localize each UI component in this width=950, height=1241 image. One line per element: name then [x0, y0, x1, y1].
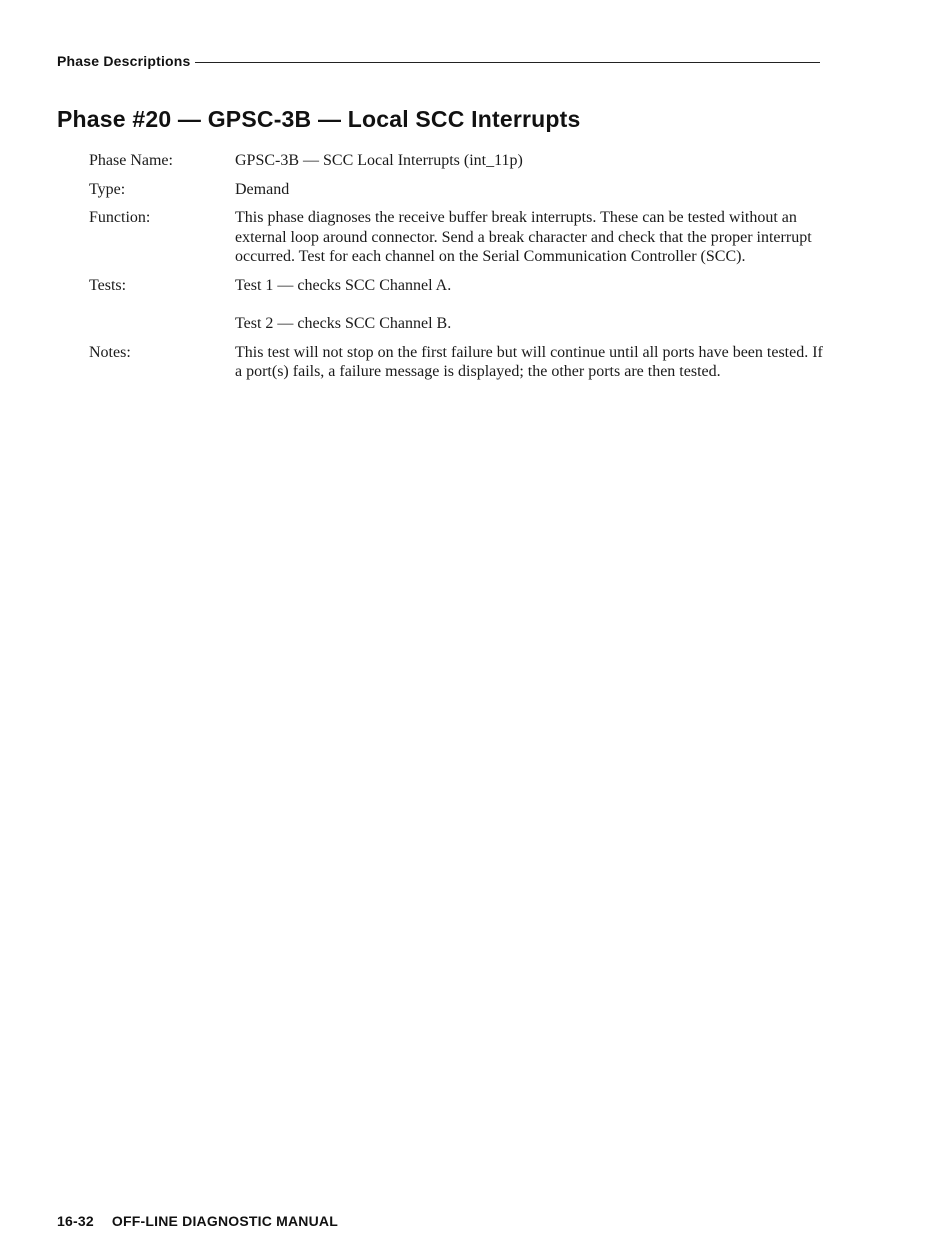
- notes-row: [89, 343, 824, 382]
- tests-list: [235, 276, 824, 334]
- page-title: Phase #20 — GPSC-3B — Local SCC Interrupts: [57, 106, 581, 132]
- function-row: [89, 208, 824, 267]
- page-footer: [57, 1213, 338, 1229]
- phase-name-value: GPSC-3B — SCC Local Interrupts (int_11p): [235, 152, 523, 169]
- page-number: 16-32: [57, 1213, 94, 1229]
- type-value: Demand: [235, 180, 290, 198]
- tests-label: Tests:: [89, 276, 127, 294]
- phase-name-row: [89, 151, 824, 171]
- section-header: Phase Descriptions: [57, 53, 191, 69]
- function-value: This phase diagnoses the receive buffer break interrupts. These can be tested without an external loop around connector. Send a break character and check that the proper interrupt occurred. Test for each channel on the Serial Communication Controller (SCC).: [235, 209, 812, 265]
- phase-details: [89, 151, 824, 391]
- tests-row: [89, 276, 824, 334]
- test-item: Test 2 — checks SCC Channel B.: [235, 315, 452, 332]
- running-header: [57, 53, 820, 69]
- function-label: Function:: [89, 209, 151, 226]
- test-item: Test 1 — checks SCC Channel A.: [235, 276, 452, 294]
- type-row: [89, 180, 824, 200]
- type-label: Type:: [89, 180, 126, 198]
- phase-name-label: Phase Name:: [89, 152, 173, 169]
- manual-title: OFF-LINE DIAGNOSTIC MANUAL: [111, 1213, 338, 1229]
- notes-value: This test will not stop on the first failure but will continue until all ports have been tested. If a port(s) fails, a failure message is displayed; the other ports are then tested.: [235, 343, 823, 380]
- header-rule: [195, 62, 820, 63]
- notes-label: Notes:: [89, 343, 131, 361]
